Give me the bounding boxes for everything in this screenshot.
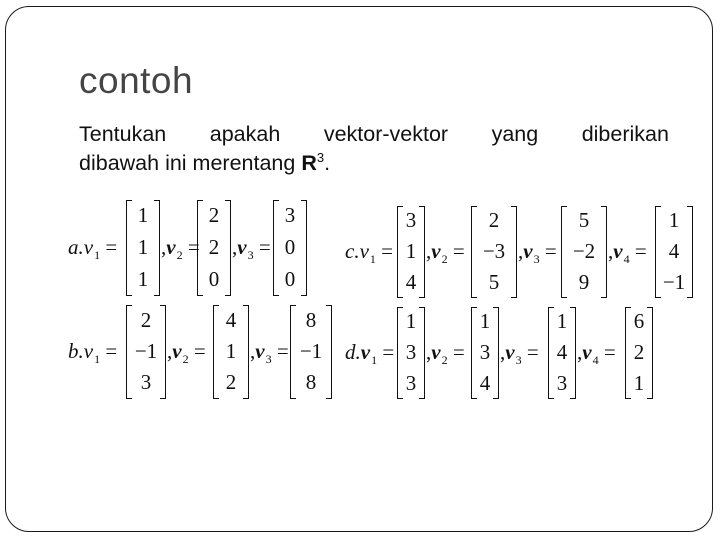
- slide-body-text: [79, 120, 669, 178]
- matrix-entry: −1: [134, 339, 158, 363]
- matrix-entry: 4: [479, 370, 491, 395]
- vector-name: $v_2$: [172, 339, 189, 366]
- vector-name: $v_1$: [83, 235, 101, 262]
- matrix-entry: −1: [299, 339, 323, 363]
- vector-equation-prefix: [250, 339, 289, 366]
- column-vector-matrix: [548, 307, 576, 399]
- equals-symbol: =: [521, 340, 539, 364]
- body-line-1: [79, 120, 669, 149]
- vector-equation-prefix: [345, 239, 393, 266]
- matrix-entry: 4: [405, 269, 417, 294]
- matrix-entry: 3: [556, 370, 568, 395]
- matrix-entry: 1: [633, 370, 645, 395]
- matrix-entry: 1: [405, 239, 417, 263]
- vector-subscript: 1: [371, 353, 378, 367]
- space-dimension: 3: [316, 149, 325, 165]
- matrix-entry: 8: [305, 370, 317, 395]
- column-vector-matrix: [471, 206, 517, 298]
- equals-symbol: =: [271, 339, 289, 363]
- column-vector-matrix: [561, 206, 607, 298]
- body-word: yang: [491, 122, 539, 146]
- column-vector-matrix: [397, 206, 425, 298]
- matrix-entry: 3: [405, 208, 417, 233]
- vector-equation-prefix: [608, 239, 647, 266]
- equals-symbol: =: [629, 239, 647, 263]
- body-word: Tentukan: [79, 122, 167, 146]
- column-vector-matrix: [126, 305, 166, 399]
- matrix-entry: −3: [482, 239, 506, 263]
- column-vector-matrix: [197, 200, 231, 296]
- column-vector-matrix: [213, 305, 249, 399]
- comma-symbol: ,: [577, 340, 583, 364]
- matrix-entry: 5: [578, 208, 590, 233]
- matrix-entry: 6: [633, 309, 645, 334]
- comma-symbol: ,: [232, 235, 238, 259]
- matrix-entry: 1: [225, 339, 237, 363]
- vector-subscript: 1: [94, 352, 101, 366]
- matrix-entry: 5: [488, 269, 500, 294]
- column-vector-matrix: [290, 305, 332, 399]
- comma-symbol: ,: [167, 339, 173, 363]
- body-word: apakah: [209, 122, 281, 146]
- vector-name: $v_3$: [255, 339, 272, 366]
- vector-name: $v_3$: [237, 235, 254, 262]
- matrix-entry: 4: [556, 340, 568, 364]
- body-line-2-prefix: dibawah ini merentang: [79, 151, 302, 175]
- vector-equation-prefix: [426, 239, 465, 266]
- vector-subscript: 1: [94, 248, 101, 262]
- equals-symbol: =: [447, 239, 465, 263]
- vector-subscript: 4: [623, 252, 630, 266]
- matrix-entry: 3: [284, 203, 296, 227]
- matrix-entry: 2: [208, 203, 220, 227]
- vector-equation-prefix: [167, 339, 206, 366]
- matrix-entry: 8: [305, 307, 317, 332]
- column-vector-matrix: [273, 200, 307, 296]
- body-word: vektor-vektor: [323, 122, 449, 146]
- matrix-entry: 1: [137, 235, 149, 259]
- vector-equation-prefix: [345, 340, 395, 367]
- body-line-2-suffix: .: [324, 151, 331, 175]
- problem-label: a.: [68, 235, 84, 259]
- matrix-entry: 0: [284, 235, 296, 259]
- matrix-entry: −1: [662, 269, 686, 294]
- vector-subscript: 2: [182, 352, 189, 366]
- vector-subscript: 2: [441, 252, 448, 266]
- matrix-entry: 1: [137, 267, 149, 291]
- matrix-entry: 0: [284, 267, 296, 291]
- matrix-entry: 2: [225, 370, 237, 395]
- equals-symbol: =: [598, 340, 616, 364]
- equals-symbol: =: [188, 339, 206, 363]
- equals-symbol: =: [100, 339, 118, 363]
- vector-equation-prefix: [161, 235, 200, 262]
- matrix-entry: 4: [225, 307, 237, 332]
- vector-equation-prefix: [68, 339, 118, 366]
- matrix-entry: 1: [405, 309, 417, 334]
- matrix-entry: 0: [208, 267, 220, 291]
- vector-subscript: 4: [592, 353, 599, 367]
- comma-symbol: ,: [608, 239, 614, 263]
- problem-label: d.: [345, 340, 361, 364]
- comma-symbol: ,: [250, 339, 256, 363]
- vector-equation-prefix: [68, 235, 118, 262]
- equals-symbol: =: [253, 235, 271, 259]
- vector-name: $v_4$: [582, 340, 599, 367]
- vector-equation-prefix: [500, 340, 539, 367]
- comma-symbol: ,: [500, 340, 506, 364]
- column-vector-matrix: [625, 307, 653, 399]
- equals-symbol: =: [375, 239, 393, 263]
- matrix-entry: 2: [140, 307, 152, 332]
- comma-symbol: ,: [161, 235, 167, 259]
- vector-name: $v_1$: [83, 339, 101, 366]
- vector-name: $v_2$: [166, 235, 183, 262]
- matrix-entry: 9: [578, 269, 590, 294]
- vector-name: $v_1$: [359, 239, 376, 266]
- vector-equation-prefix: [518, 239, 557, 266]
- vector-equation-prefix: [577, 340, 616, 367]
- vector-name: $v_2$: [431, 239, 448, 266]
- matrix-entry: 2: [208, 235, 220, 259]
- body-word: diberikan: [581, 122, 669, 146]
- equals-symbol: =: [539, 239, 557, 263]
- matrix-entry: 3: [140, 370, 152, 395]
- matrix-entry: 3: [479, 340, 491, 364]
- vector-name: $v_3$: [505, 340, 522, 367]
- vector-subscript: 3: [533, 252, 540, 266]
- matrix-entry: 1: [556, 309, 568, 334]
- vector-subscript: 3: [265, 352, 272, 366]
- comma-symbol: ,: [426, 239, 432, 263]
- problem-label: b.: [68, 339, 84, 363]
- vector-equation-prefix: [232, 235, 271, 262]
- problem-label: c.: [345, 239, 360, 263]
- matrix-entry: 1: [137, 203, 149, 227]
- vector-name: $v_1$: [360, 340, 378, 367]
- matrix-entry: 3: [405, 340, 417, 364]
- equals-symbol: =: [377, 340, 395, 364]
- slide-title: contoh: [79, 60, 194, 101]
- comma-symbol: ,: [518, 239, 524, 263]
- vector-equation-prefix: [426, 340, 465, 367]
- vector-subscript: 3: [247, 248, 254, 262]
- matrix-entry: 4: [668, 239, 680, 263]
- comma-symbol: ,: [426, 340, 432, 364]
- matrix-entry: 1: [479, 309, 491, 334]
- matrix-entry: 3: [405, 370, 417, 395]
- vector-subscript: 2: [176, 248, 183, 262]
- vector-name: $v_4$: [613, 239, 630, 266]
- space-symbol-r: R: [301, 151, 317, 175]
- column-vector-matrix: [655, 206, 693, 298]
- body-line-2: [79, 149, 669, 178]
- equals-symbol: =: [100, 235, 118, 259]
- vector-subscript: 2: [441, 353, 448, 367]
- matrix-entry: 2: [633, 340, 645, 364]
- column-vector-matrix: [397, 307, 425, 399]
- column-vector-matrix: [471, 307, 499, 399]
- vector-name: $v_3$: [523, 239, 540, 266]
- column-vector-matrix: [126, 200, 160, 296]
- matrix-entry: −2: [572, 239, 596, 263]
- equals-symbol: =: [182, 235, 200, 259]
- vector-subscript: 1: [369, 252, 376, 266]
- matrix-entry: 2: [488, 208, 500, 233]
- vector-name: $v_2$: [431, 340, 448, 367]
- matrix-entry: 1: [668, 208, 680, 233]
- vector-subscript: 3: [515, 353, 522, 367]
- equals-symbol: =: [447, 340, 465, 364]
